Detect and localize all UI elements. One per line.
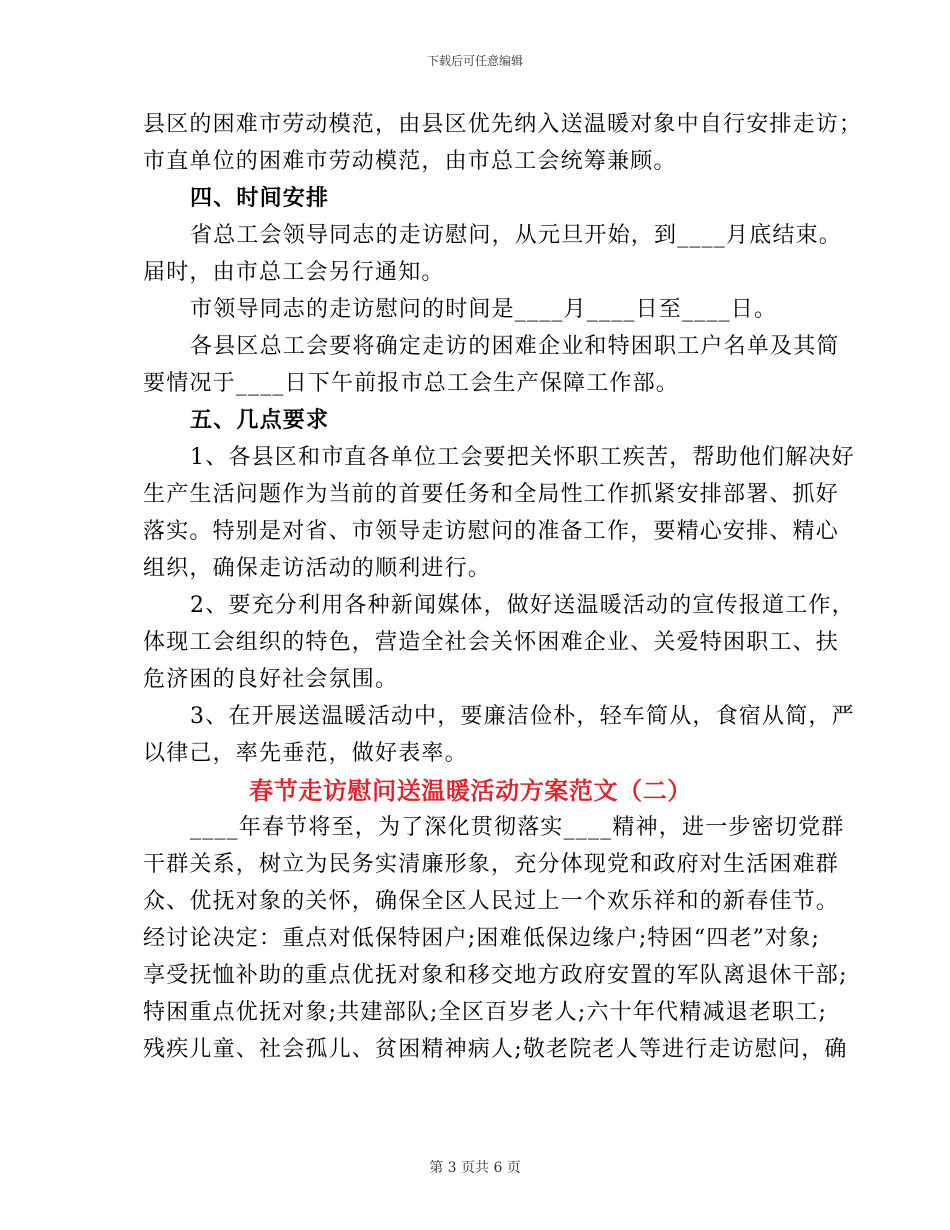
- page-footer: 第 3 页共 6 页: [429, 1160, 521, 1176]
- body-line: 1、各县区和市直各单位工会要把关怀职工疾苦，帮助他们解决好: [190, 445, 855, 470]
- body-line: 届时，由市总工会另行通知。: [143, 260, 445, 285]
- body-line: 特困重点优抚对象;共建部队;全区百岁老人;六十年代精减退老职工;: [143, 1000, 828, 1025]
- body-line: 干群关系，树立为民务实清廉形象，充分体现党和政府对生活困难群: [143, 852, 840, 877]
- page-header: 下载后可任意编辑: [426, 54, 523, 68]
- body-line: 享受抚恤补助的重点优抚对象和移交地方政府安置的军队离退休干部;: [143, 963, 848, 988]
- document-title: 春节走访慰问送温暖活动方案范文（二）: [249, 776, 692, 805]
- body-line: 体现工会组织的特色，营造全社会关怀困难企业、关爱特困职工、扶: [143, 630, 840, 655]
- body-line: 3、在开展送温暖活动中，要廉洁俭朴，轻车简从，食宿从简，严: [190, 704, 855, 729]
- body-line: 组织，确保走访活动的顺利进行。: [143, 556, 492, 581]
- body-line: 经讨论决定：重点对低保特困户;困难低保边缘户;特困“四老”对象;: [143, 926, 821, 951]
- body-line: 县区的困难市劳动模范，由县区优先纳入送温暖对象中自行安排走访；: [143, 112, 863, 137]
- body-line: 生产生活问题作为当前的首要任务和全局性工作抓紧安排部署、抓好: [143, 482, 840, 507]
- body-line: 要情况于____日下午前报市总工会生产保障工作部。: [143, 371, 680, 396]
- body-line: 以律己，率先垂范，做好表率。: [143, 741, 468, 766]
- body-line: 落实。特别是对省、市领导走访慰问的准备工作，要精心安排、精心: [143, 519, 840, 544]
- body-line: 市直单位的困难市劳动模范，由市总工会统筹兼顾。: [143, 149, 677, 174]
- body-line: 市领导同志的走访慰问的时间是____月____日至____日。: [190, 297, 778, 322]
- body-line: 各县区总工会要将确定走访的困难企业和特困职工户名单及其简: [190, 334, 840, 359]
- body-line: 残疾儿童、社会孤儿、贫困精神病人;敬老院老人等进行走访慰问，确: [143, 1037, 848, 1062]
- body-line: 危济困的良好社会氛围。: [143, 667, 399, 692]
- body-line: 2、要充分利用各种新闻媒体，做好送温暖活动的宣传报道工作，: [190, 593, 855, 618]
- section-heading: 四、时间安排: [190, 185, 330, 211]
- body-line: 省总工会领导同志的走访慰问，从元旦开始，到____月底结束。: [190, 223, 843, 248]
- body-line: ____年春节将至，为了深化贯彻落实____精神，进一步密切党群: [190, 815, 845, 840]
- document-body: [143, 106, 863, 1068]
- body-line: 众、优抚对象的关怀，确保全区人民过上一个欢乐祥和的新春佳节。: [143, 889, 840, 914]
- section-heading: 五、几点要求: [190, 407, 330, 433]
